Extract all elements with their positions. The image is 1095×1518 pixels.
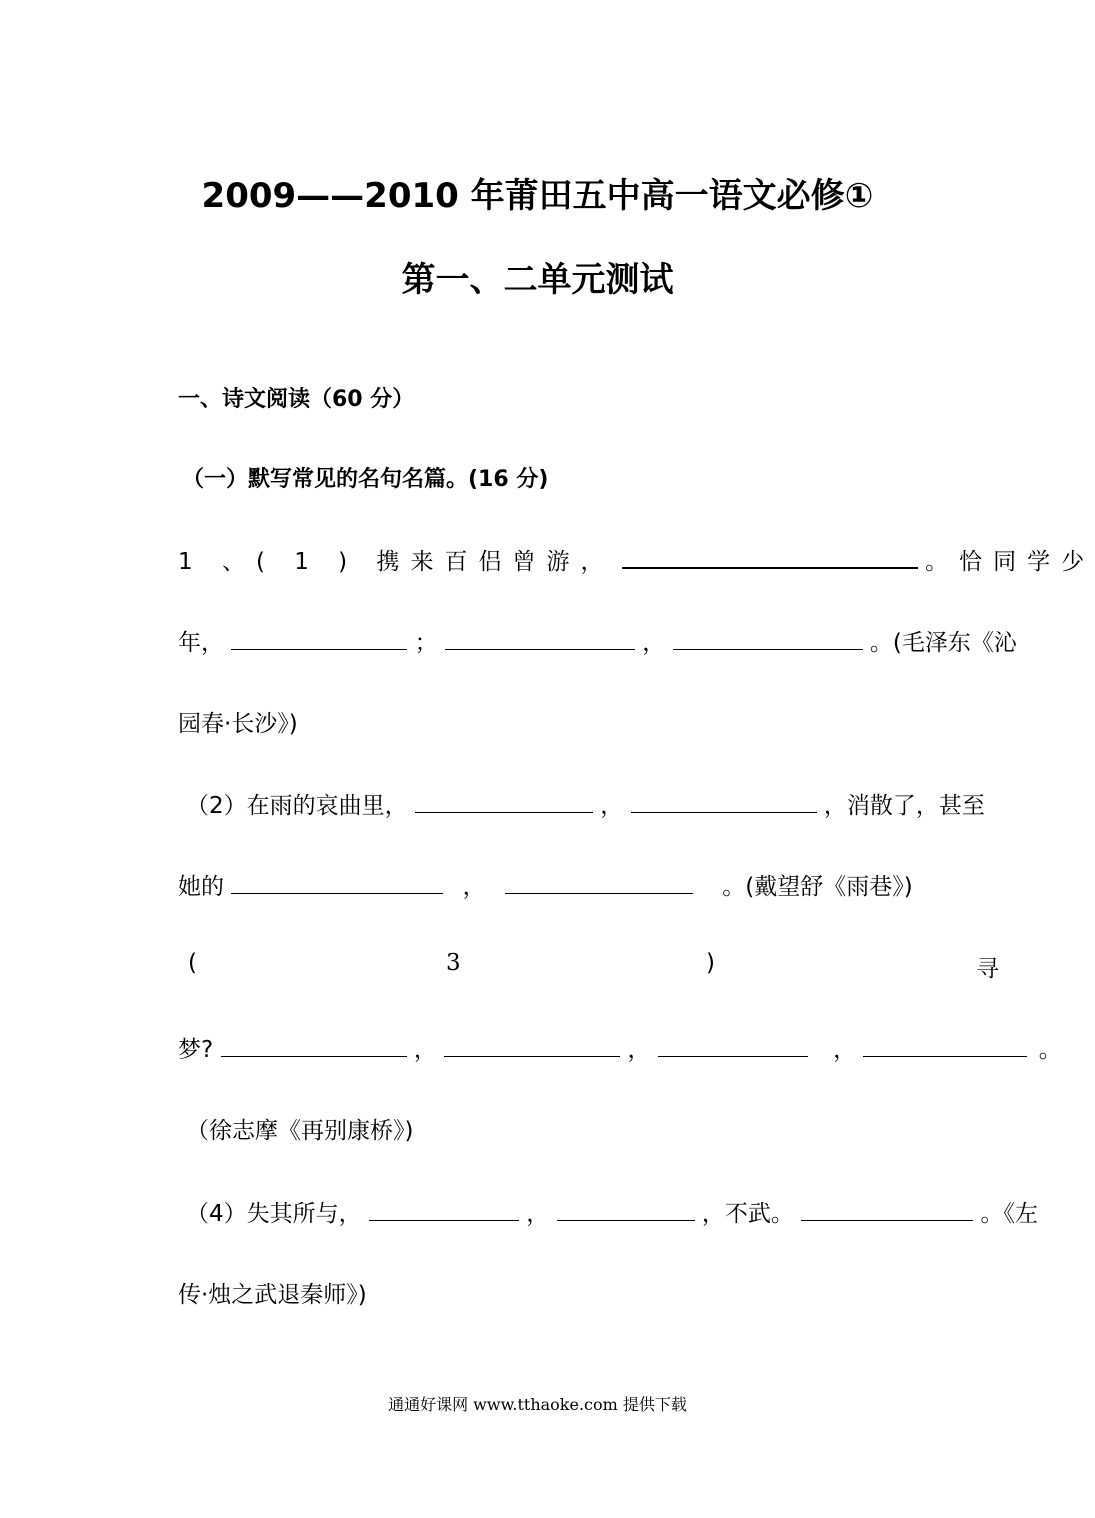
- answer-blank[interactable]: [658, 1055, 808, 1057]
- question-1-part-3-close: ): [706, 950, 715, 976]
- question-1-part-4-line-1: [186, 1195, 1039, 1228]
- question-text: 梦?: [178, 1037, 214, 1063]
- answer-blank[interactable]: [505, 892, 693, 894]
- answer-blank[interactable]: [369, 1219, 519, 1221]
- answer-blank[interactable]: [863, 1055, 1027, 1057]
- separator: ，: [627, 1037, 651, 1063]
- answer-blank[interactable]: [415, 811, 593, 813]
- answer-blank[interactable]: [231, 648, 407, 650]
- separator: ，: [526, 1201, 550, 1227]
- separator: ，: [833, 1037, 857, 1063]
- answer-blank[interactable]: [221, 1055, 407, 1057]
- answer-blank[interactable]: [622, 566, 918, 569]
- question-1-part-3-source: （徐志摩《再别康桥》): [186, 1118, 414, 1144]
- question-1-part-2-line-2: [178, 868, 1002, 901]
- separator: ，: [642, 630, 666, 656]
- section-heading: 一、诗文阅读（60 分）: [178, 387, 415, 412]
- separator: ，: [462, 874, 486, 900]
- question-text: （4）失其所与，: [186, 1201, 362, 1227]
- page-footer: 通通好课网 www.tthaoke.com 提供下载: [388, 1395, 687, 1414]
- question-1-part-3-line-2: [178, 1031, 1062, 1064]
- document-title-line2: 第一、二单元测试: [401, 260, 674, 300]
- separator: ；: [414, 630, 438, 656]
- question-1-part-3-number: 3: [446, 950, 461, 976]
- question-text: 。(戴望舒《雨巷》): [722, 874, 913, 900]
- question-text: 。恰同学少: [925, 549, 1095, 575]
- question-text: 她的: [178, 874, 224, 900]
- answer-blank[interactable]: [445, 648, 635, 650]
- document-title-line1: 2009——2010 年莆田五中高一语文必修①: [201, 176, 874, 216]
- answer-blank[interactable]: [557, 1219, 695, 1221]
- question-1-part-2-line-1: [186, 787, 1010, 820]
- question-1-part-4-source: 传·烛之武退秦师》): [178, 1282, 367, 1308]
- question-1-part-1-line-1: [178, 543, 1095, 576]
- answer-blank[interactable]: [631, 811, 817, 813]
- question-1-part-1-line-2: [178, 624, 1017, 657]
- separator: ，: [600, 793, 624, 819]
- separator: ，: [413, 1037, 437, 1063]
- question-text: 。《左: [980, 1201, 1039, 1227]
- question-text: ，不武。: [701, 1201, 794, 1227]
- answer-blank[interactable]: [673, 648, 863, 650]
- question-text: 1 、( 1 ) 携来百侣曾游，: [178, 549, 615, 575]
- question-1-part-3-line-1: (: [188, 950, 197, 976]
- question-text: 。(毛泽东《沁: [869, 630, 1017, 656]
- answer-blank[interactable]: [444, 1055, 620, 1057]
- answer-blank[interactable]: [231, 892, 443, 894]
- question-1-part-1-source: 园春·长沙》): [178, 711, 298, 737]
- question-1-part-3-word: 寻: [976, 956, 999, 982]
- subsection-heading: （一）默写常见的名句名篇。(16 分): [182, 467, 549, 492]
- question-text: 年，: [178, 630, 224, 656]
- question-text: 。: [1038, 1037, 1062, 1063]
- question-text: （2）在雨的哀曲里，: [186, 793, 408, 819]
- question-text: ，消散了，甚至: [823, 793, 985, 819]
- answer-blank[interactable]: [801, 1219, 973, 1221]
